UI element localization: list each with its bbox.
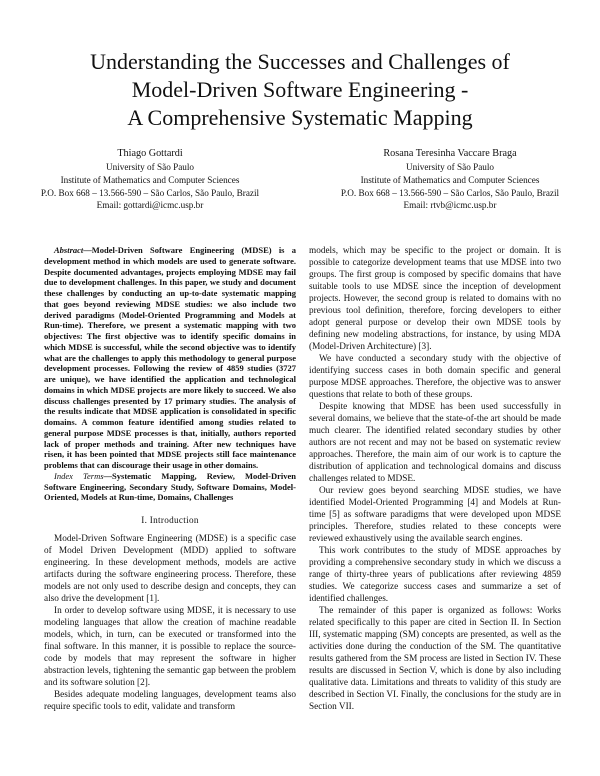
paragraph: This work contributes to the study of MDSE approaches by providing a comprehensive secondary study in which we discuss a range of thirty-three years of publications after reviewing 4859 studies. We categorize success cases and summarize a set of identified challenges. <box>309 546 561 604</box>
author-email: Email: rtvb@icmc.usp.br <box>403 200 497 211</box>
index-terms-text: —Systematic Mapping, Review, Model-Driven Software Engineering, Secondary Study, Software Domains, Model-Oriented, Models at Run-time, Domains, Challenges <box>44 470 296 503</box>
author-name: Rosana Teresinha Vaccare Braga <box>383 148 517 159</box>
title-line-3: A Comprehensive Systematic Mapping <box>127 105 473 130</box>
author-name: Thiago Gottardi <box>117 148 183 159</box>
paragraph: Despite knowing that MDSE has been used successfully in several domains, we believe that the state-of-the art should be made much clearer. The identified related secondary studies by other authors are not recent and may not be based on systematic review approaches. Therefore, the main aim of our work is to capture the distribution of application and technological domains and discuss challenges related to MDSE. <box>309 402 561 484</box>
paragraph: In order to develop software using MDSE, it is necessary to use modeling languages that allow the creation of machine readable models, which, in turn, can be executed or transformed into the final software. In this manner, it is possible to replace the source-code by models that may represent the software in higher abstraction levels, tightening the semantic gap between the problem and its software solution [2]. <box>44 606 296 688</box>
title-line-1: Understanding the Successes and Challenges of <box>90 49 510 74</box>
paragraph: The remainder of this paper is organized as follows: Works related specifically to this paper are cited in Section II. In Section III, systematic mapping (SM) concepts are presented, as well as the activities done during the conduction of the SM. The quantitative results gathered from the SM process are listed in Section IV. These results are discussed in Section V, which is done by also including qualitative data. Limitations and threats to validity of this study are described in Section VI. Finally, the conclusions for the study are in Section VII. <box>309 606 561 712</box>
author-institute: Institute of Mathematics and Computer Sciences <box>60 174 240 185</box>
paragraph: models, which may be specific to the project or domain. It is possible to categorize development teams that use MDSE into two groups. The first group is composed by specific domains that have suitable tools to use MDSE since the inception of development projects. However, the second group is related to domains with no previous tool definition, therefore, forcing developers to either adopt general purpose or develop their own MDSE tools by defining new modeling abstractions, for instance, by using MDA (Model-Driven Architecture) [3]. <box>309 246 561 352</box>
author-email: Email: gottardi@icmc.usp.br <box>96 200 204 211</box>
author-address: P.O. Box 668 – 13.566-590 – São Carlos, São Paulo, Brazil <box>340 187 560 198</box>
author-block-1 <box>0 147 300 212</box>
author-address: P.O. Box 668 – 13.566-590 – São Carlos, São Paulo, Brazil <box>40 187 260 198</box>
paper-title <box>40 48 560 132</box>
section-heading: I. Introduction <box>141 515 199 525</box>
paragraph: Model-Driven Software Engineering (MDSE) is a specific case of Model Driven Development (MDD) applied to software engineering. In these development methods, models are active artifacts during the software engineering process. Therefore, these models are not only used to describe design and concepts, they can also drive the development [1]. <box>44 534 296 604</box>
author-block-2 <box>300 147 600 212</box>
author-affiliation: University of São Paulo <box>405 162 495 172</box>
index-terms-label: Index Terms <box>54 470 104 481</box>
right-column <box>309 245 561 713</box>
left-column <box>44 245 296 713</box>
index-terms <box>44 471 296 503</box>
title-line-2: Model-Driven Software Engineering - <box>131 77 469 102</box>
paragraph: We have conducted a secondary study with the objective of identifying success cases in both domain specific and general purpose MDSE approaches. Therefore, the objective was to answer questions that relate to both of these groups. <box>309 354 561 400</box>
paragraph: Besides adequate modeling languages, development teams also require specific tools to edit, validate and transform <box>44 690 296 712</box>
abstract-label: Abstract <box>54 245 84 255</box>
author-affiliation: University of São Paulo <box>105 162 195 172</box>
abstract-text: —Model-Driven Software Engineering (MDSE) is a development method in which models are used to generate software. Despite documented advantages, projects employing MDSE may fail due to development challenges. In this paper, we study and document these challenges by conducting an up-to-date systematic mapping that goes beyond reviewing MDSE studies: we also include two derived paradigms (Model-Oriented Programming and Models at Run-time). Therefore, we present a systematic mapping with two objectives: The first objective was to identify specific domains in which MDSE is successful, while the second objective was to identify what are the challenges to apply this methodology to general purpose development processes. Following the review of 4859 studies (3727 are unique), we have identified the application and technological domains in which MDSE projects are more likely to succeed. We also discuss challenges presented by 17 primary studies. The analysis of the results indicate that MDSE application is consolidated in specific domains. A common feature identified among studies related to general purpose MDSE processes is that, initially, authors reported lack of proper methods and training. After new techniques have risen, it has been pointed that MDSE projects still face maintenance problems that can discourage their usage in other domains. <box>44 245 296 470</box>
paragraph: Our review goes beyond searching MDSE studies, we have identified Model-Oriented Programming [4] and Models at Run-time [5] as software paradigms that were developed upon MDSE principles. Therefore, studies related to these concepts were reviewed exhaustively using the available search engines. <box>309 486 561 544</box>
author-institute: Institute of Mathematics and Computer Sciences <box>360 174 540 185</box>
abstract <box>44 245 296 471</box>
